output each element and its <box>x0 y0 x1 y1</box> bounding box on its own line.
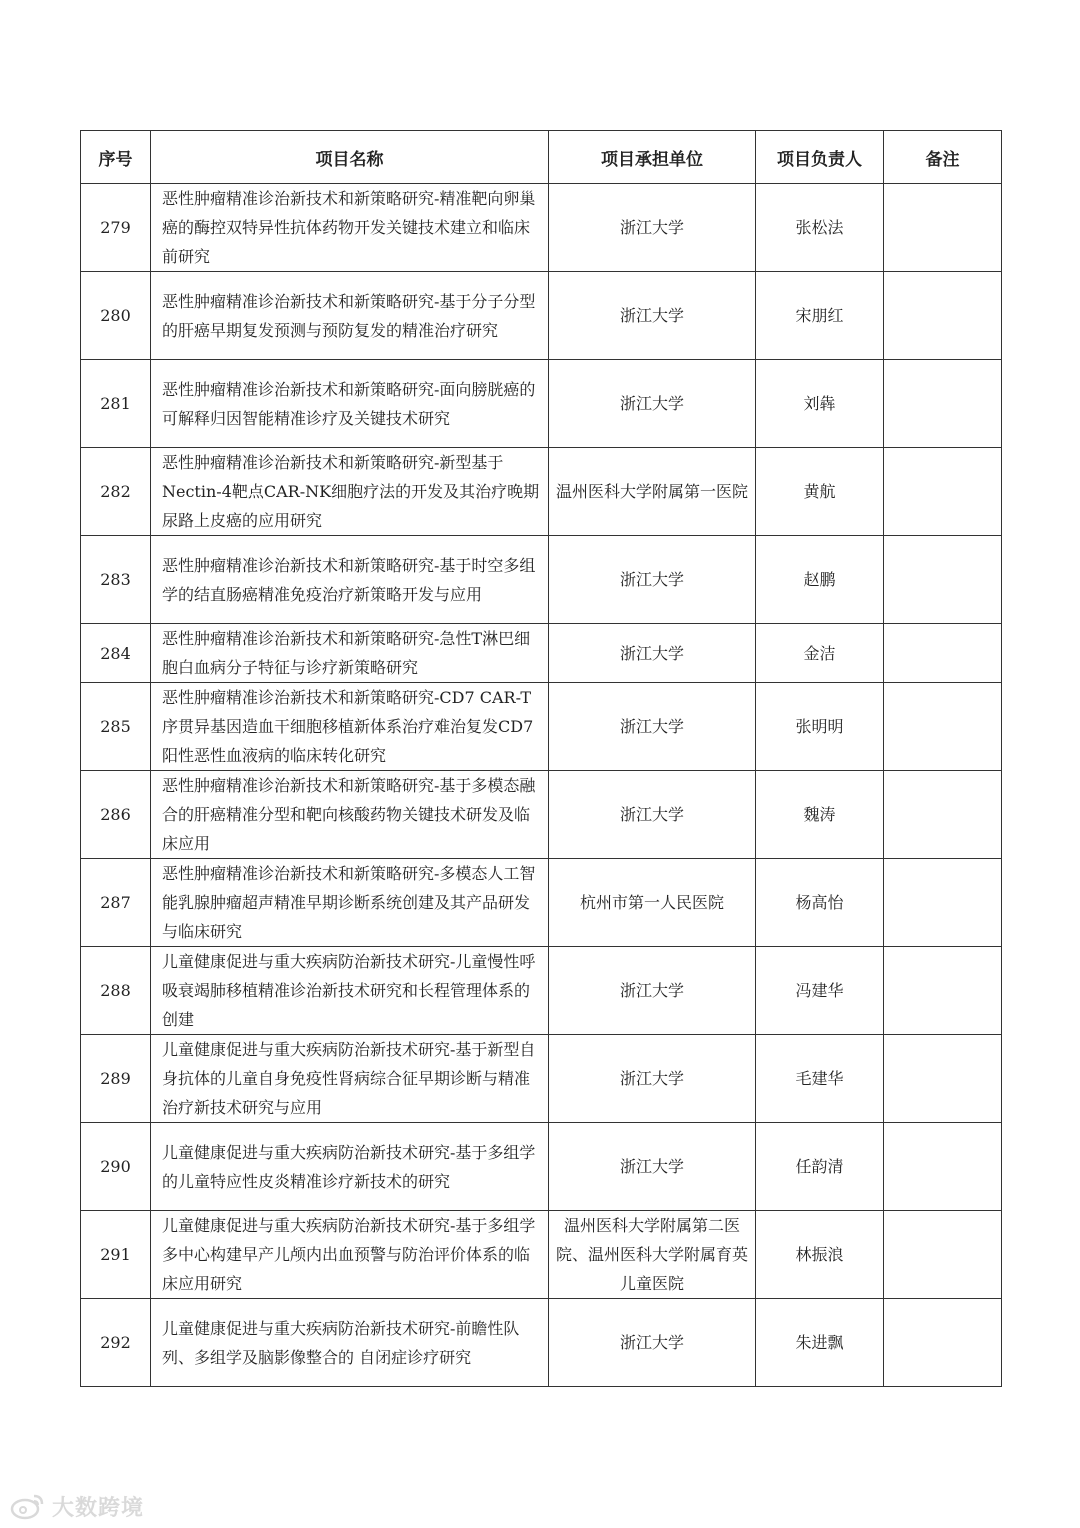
cell-project-name: 儿童健康促进与重大疾病防治新技术研究-基于多组学多中心构建早产儿颅内出血预警与防治评价体系的临床应用研究 <box>151 1211 549 1299</box>
cell-no: 284 <box>81 624 151 683</box>
cell-no: 285 <box>81 683 151 771</box>
table-row <box>81 448 1002 536</box>
table-row <box>81 1035 1002 1123</box>
cell-lead: 刘犇 <box>756 360 884 448</box>
cell-unit: 浙江大学 <box>549 184 756 272</box>
table-row <box>81 184 1002 272</box>
watermark <box>10 1488 144 1524</box>
cell-unit: 浙江大学 <box>549 624 756 683</box>
cell-note <box>884 1123 1002 1211</box>
cell-no: 283 <box>81 536 151 624</box>
cell-note <box>884 859 1002 947</box>
table-row <box>81 683 1002 771</box>
cell-lead: 杨高怡 <box>756 859 884 947</box>
table-row <box>81 771 1002 859</box>
header-unit: 项目承担单位 <box>549 131 756 184</box>
cell-project-name: 儿童健康促进与重大疾病防治新技术研究-儿童慢性呼吸衰竭肺移植精准诊治新技术研究和长程管理体系的创建 <box>151 947 549 1035</box>
cell-lead: 冯建华 <box>756 947 884 1035</box>
cell-no: 280 <box>81 272 151 360</box>
cell-no: 290 <box>81 1123 151 1211</box>
cell-note <box>884 272 1002 360</box>
cell-lead: 魏涛 <box>756 771 884 859</box>
cell-no: 282 <box>81 448 151 536</box>
cell-project-name: 恶性肿瘤精准诊治新技术和新策略研究-新型基于Nectin-4靶点CAR-NK细胞疗法的开发及其治疗晚期尿路上皮癌的应用研究 <box>151 448 549 536</box>
cell-project-name: 恶性肿瘤精准诊治新技术和新策略研究-急性T淋巴细胞白血病分子特征与诊疗新策略研究 <box>151 624 549 683</box>
table-row <box>81 947 1002 1035</box>
cell-note <box>884 771 1002 859</box>
cell-lead: 黄航 <box>756 448 884 536</box>
cell-lead: 任韵清 <box>756 1123 884 1211</box>
table-row <box>81 624 1002 683</box>
table-row <box>81 536 1002 624</box>
header-project-name: 项目名称 <box>151 131 549 184</box>
cell-lead: 张明明 <box>756 683 884 771</box>
cell-project-name: 儿童健康促进与重大疾病防治新技术研究-基于多组学的儿童特应性皮炎精准诊疗新技术的研究 <box>151 1123 549 1211</box>
cell-note <box>884 947 1002 1035</box>
cell-no: 289 <box>81 1035 151 1123</box>
cell-unit: 浙江大学 <box>549 272 756 360</box>
cell-no: 281 <box>81 360 151 448</box>
cell-unit: 浙江大学 <box>549 771 756 859</box>
table-row <box>81 859 1002 947</box>
table-header-row <box>81 131 1002 184</box>
cell-project-name: 恶性肿瘤精准诊治新技术和新策略研究-基于多模态融合的肝癌精准分型和靶向核酸药物关键技术研发及临床应用 <box>151 771 549 859</box>
cell-unit: 浙江大学 <box>549 683 756 771</box>
cell-note <box>884 184 1002 272</box>
cell-unit: 浙江大学 <box>549 360 756 448</box>
cell-lead: 林振浪 <box>756 1211 884 1299</box>
weibo-logo-icon <box>10 1492 46 1520</box>
cell-project-name: 恶性肿瘤精准诊治新技术和新策略研究-基于时空多组学的结直肠癌精准免疫治疗新策略开发与应用 <box>151 536 549 624</box>
table-row <box>81 1299 1002 1387</box>
cell-no: 291 <box>81 1211 151 1299</box>
cell-note <box>884 536 1002 624</box>
cell-project-name: 恶性肿瘤精准诊治新技术和新策略研究-多模态人工智能乳腺肿瘤超声精准早期诊断系统创建及其产品研发与临床研究 <box>151 859 549 947</box>
cell-lead: 金洁 <box>756 624 884 683</box>
cell-lead: 宋朋红 <box>756 272 884 360</box>
cell-unit: 杭州市第一人民医院 <box>549 859 756 947</box>
cell-no: 292 <box>81 1299 151 1387</box>
cell-project-name: 恶性肿瘤精准诊治新技术和新策略研究-精准靶向卵巢癌的酶控双特异性抗体药物开发关键技术建立和临床前研究 <box>151 184 549 272</box>
cell-unit: 浙江大学 <box>549 1123 756 1211</box>
cell-unit: 浙江大学 <box>549 947 756 1035</box>
cell-unit: 温州医科大学附属第二医院、温州医科大学附属育英儿童医院 <box>549 1211 756 1299</box>
cell-lead: 朱进飘 <box>756 1299 884 1387</box>
table-row <box>81 272 1002 360</box>
cell-no: 287 <box>81 859 151 947</box>
cell-no: 288 <box>81 947 151 1035</box>
project-table <box>80 130 1002 1387</box>
cell-lead: 赵鹏 <box>756 536 884 624</box>
cell-unit: 浙江大学 <box>549 1035 756 1123</box>
table-row <box>81 1211 1002 1299</box>
cell-note <box>884 624 1002 683</box>
cell-unit: 浙江大学 <box>549 536 756 624</box>
cell-note <box>884 360 1002 448</box>
cell-no: 279 <box>81 184 151 272</box>
header-no: 序号 <box>81 131 151 184</box>
cell-note <box>884 1299 1002 1387</box>
cell-note <box>884 1035 1002 1123</box>
cell-unit: 温州医科大学附属第一医院 <box>549 448 756 536</box>
cell-project-name: 恶性肿瘤精准诊治新技术和新策略研究-CD7 CAR-T序贯异基因造血干细胞移植新体系治疗难治复发CD7阳性恶性血液病的临床转化研究 <box>151 683 549 771</box>
cell-no: 286 <box>81 771 151 859</box>
watermark-text: 大数跨境 <box>52 1495 145 1521</box>
cell-project-name: 恶性肿瘤精准诊治新技术和新策略研究-基于分子分型的肝癌早期复发预测与预防复发的精准治疗研究 <box>151 272 549 360</box>
cell-project-name: 儿童健康促进与重大疾病防治新技术研究-基于新型自身抗体的儿童自身免疫性肾病综合征早期诊断与精准治疗新技术研究与应用 <box>151 1035 549 1123</box>
cell-lead: 毛建华 <box>756 1035 884 1123</box>
cell-project-name: 儿童健康促进与重大疾病防治新技术研究-前瞻性队列、多组学及脑影像整合的 自闭症诊疗研究 <box>151 1299 549 1387</box>
table-row <box>81 360 1002 448</box>
cell-lead: 张松法 <box>756 184 884 272</box>
table-row <box>81 1123 1002 1211</box>
cell-project-name: 恶性肿瘤精准诊治新技术和新策略研究-面向膀胱癌的可解释归因智能精准诊疗及关键技术研究 <box>151 360 549 448</box>
cell-note <box>884 1211 1002 1299</box>
header-lead: 项目负责人 <box>756 131 884 184</box>
cell-note <box>884 448 1002 536</box>
cell-unit: 浙江大学 <box>549 1299 756 1387</box>
cell-note <box>884 683 1002 771</box>
header-note: 备注 <box>884 131 1002 184</box>
